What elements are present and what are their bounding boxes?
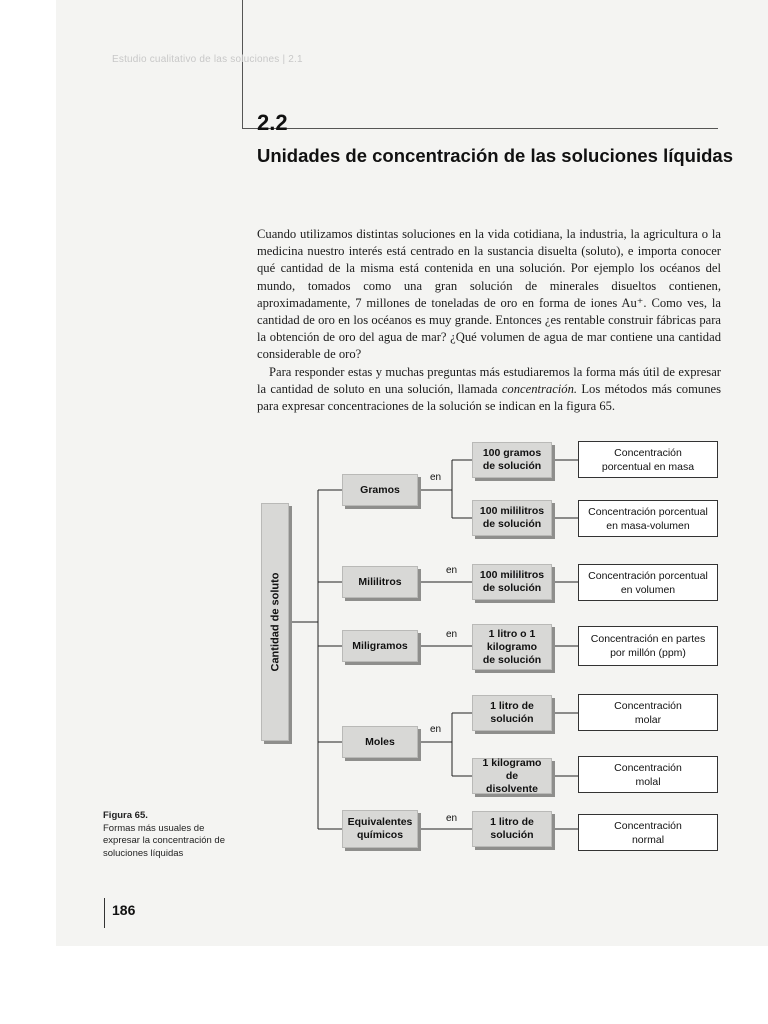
base-box-100-mililitros-solucion: 100 mililitros de solución	[472, 500, 552, 536]
page-number-rule	[104, 898, 105, 928]
figure-caption-text: Formas más usuales de expresar la concentración de soluciones líquidas	[103, 822, 225, 859]
unit-box-equivalentes-quimicos: Equivalentes químicos	[342, 810, 418, 848]
connector-label: en	[430, 472, 442, 483]
root-label: Cantidad de soluto	[269, 572, 281, 672]
section-number: 2.2	[257, 110, 288, 135]
running-head: Estudio cualitativo de las soluciones | 2.1	[112, 54, 303, 65]
header-horizontal-rule	[242, 128, 718, 129]
base-box-1-litro-solucion: 1 litro de solución	[472, 811, 552, 847]
paragraph-2-text-end: Los métodos más comunes para expresar concentraciones de la solución se indican en la figura 65.	[257, 382, 721, 414]
base-box-1-kilogramo-disolvente: 1 kilogramo de disolvente	[472, 758, 552, 794]
concentration-box-ppm: Concentración en partes por millón (ppm)	[578, 626, 718, 666]
concentration-box-molal: Concentración molal	[578, 756, 718, 793]
concentration-box-porcentual-masa: Concentración porcentual en masa	[578, 441, 718, 478]
root-box-cantidad-de-soluto	[261, 503, 289, 741]
term-concentracion: concentración.	[501, 382, 578, 397]
unit-box-moles: Moles	[342, 726, 418, 758]
body-paragraph-2	[257, 364, 721, 416]
connector-label: en	[430, 724, 442, 735]
base-box-1-litro-o-1-kilogramo: 1 litro o 1 kilogramo de solución	[472, 624, 552, 670]
concentration-box-molar: Concentración molar	[578, 694, 718, 731]
concentration-box-normal: Concentración normal	[578, 814, 718, 851]
figure-label: Figura 65.	[103, 810, 148, 821]
base-box-100-gramos-solucion: 100 gramos de solución	[472, 442, 552, 478]
unit-box-miligramos: Miligramos	[342, 630, 418, 662]
page-number: 186	[112, 902, 136, 918]
connector-label: en	[446, 813, 458, 824]
connector-label: en	[446, 629, 458, 640]
base-box-1-litro-solucion: 1 litro de solución	[472, 695, 552, 731]
unit-box-gramos: Gramos	[342, 474, 418, 506]
connector-label: en	[446, 565, 458, 576]
base-box-100-mililitros-solucion: 100 mililitros de solución	[472, 564, 552, 600]
concentration-box-porcentual-masa-volumen: Concentración porcentual en masa-volumen	[578, 500, 718, 537]
section-title: Unidades de concentración de las soluciones líquidas	[257, 145, 733, 166]
unit-box-mililitros: Mililitros	[342, 566, 418, 598]
figure-caption	[103, 810, 233, 860]
body-paragraph-1: Cuando utilizamos distintas soluciones en la vida cotidiana, la industria, la agricultura o la medicina nuestro interés está centrado en la sustancia disuelta (soluto), e importa conocer qué cantidad de la misma está contenida en una solución. Por ejemplo los océanos del mundo, tomados como una gran solución de minerales disueltos contienen, aproximadamente, 7 millones de toneladas de oro en forma de iones Au⁺. Como ves, la cantidad de oro en los océanos es muy grande. Entonces ¿es rentable construir fábricas para la obtención de oro del agua de mar? ¿Qué volumen de agua de mar contiene una cantidad considerable de oro?	[257, 227, 721, 362]
concentration-box-porcentual-volumen: Concentración porcentual en volumen	[578, 564, 718, 601]
paragraph-2-text-start: Para responder estas y muchas preguntas más estudiaremos la forma más útil de expresar la cantidad de soluto en una solución, llamada	[257, 365, 721, 397]
